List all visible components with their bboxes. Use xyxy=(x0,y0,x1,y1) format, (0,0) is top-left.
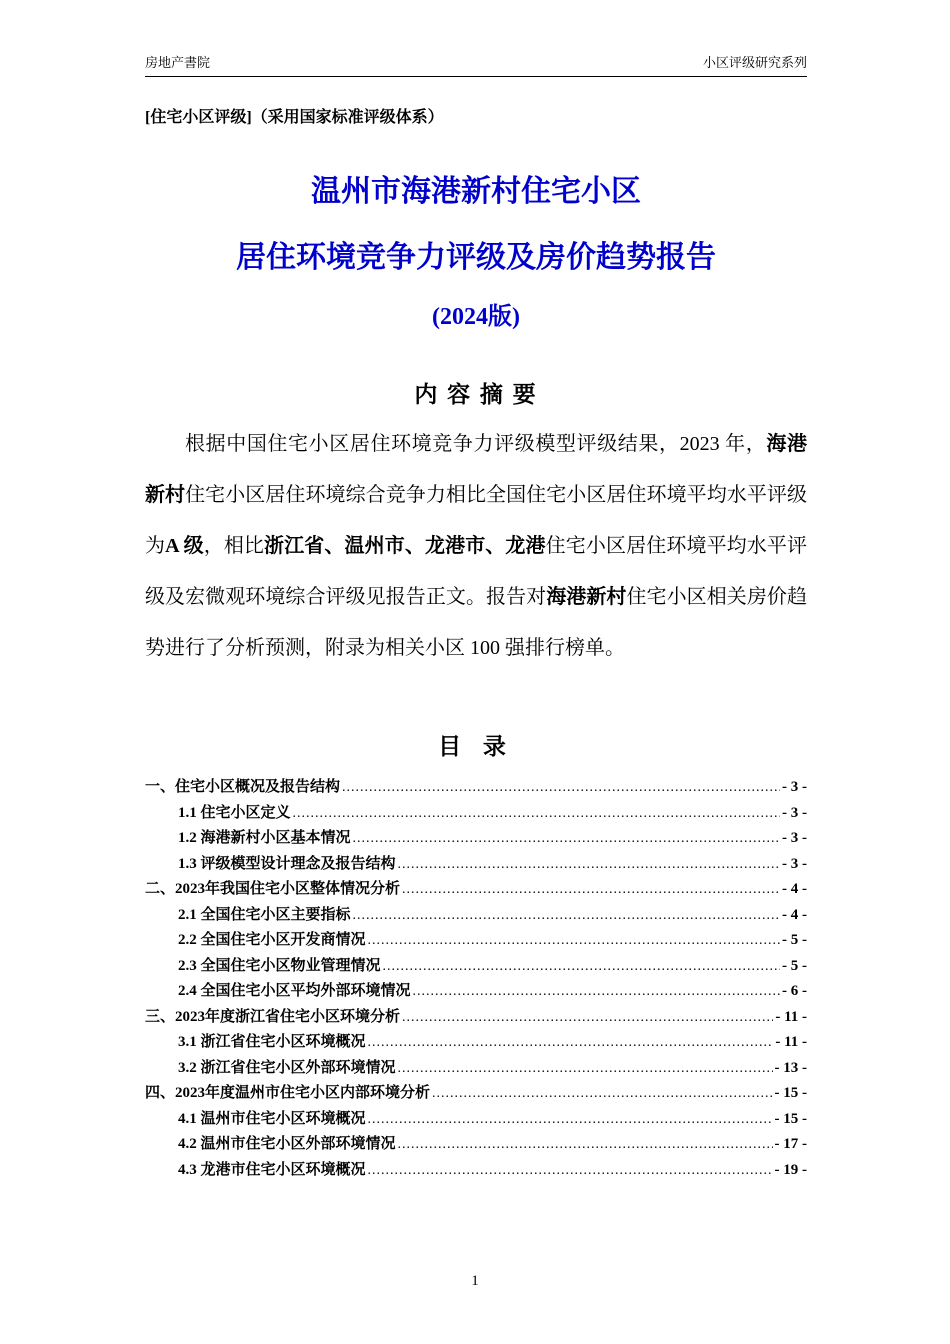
toc-item xyxy=(145,903,807,929)
toc-item-label: 3.2 浙江省住宅小区外部环境情况 xyxy=(178,1059,396,1076)
toc-dot-leader xyxy=(353,903,780,929)
rating-tag-line: [住宅小区评级]（采用国家标准评级体系） xyxy=(145,109,444,126)
toc-item-page: - 11 - xyxy=(775,1034,807,1051)
toc-dot-leader xyxy=(368,1107,773,1133)
toc-item xyxy=(145,1030,807,1056)
toc-item-page: - 15 - xyxy=(774,1085,807,1102)
abstract-segment-bold: 海港新村 xyxy=(546,586,627,609)
toc-dot-leader xyxy=(413,979,780,1005)
toc-item-page: - 4 - xyxy=(782,906,807,923)
toc-item-label: 4.3 龙港市住宅小区环境概况 xyxy=(178,1161,366,1178)
toc-list xyxy=(145,775,807,1183)
toc-item-page: - 6 - xyxy=(782,983,807,1000)
toc-item xyxy=(145,1056,807,1082)
toc-item-page: - 15 - xyxy=(774,1110,807,1127)
toc-item-label: 四、2023年度温州市住宅小区内部环境分析 xyxy=(145,1085,431,1102)
toc-item-page: - 3 - xyxy=(782,855,807,872)
toc-dot-leader xyxy=(383,954,780,980)
toc-item-label: 4.1 温州市住宅小区环境概况 xyxy=(178,1110,366,1127)
toc-item-page: - 3 - xyxy=(782,779,807,796)
abstract-paragraph xyxy=(145,419,807,674)
header-left-label: 房地产書院 xyxy=(145,55,211,70)
toc-item-label: 2.2 全国住宅小区开发商情况 xyxy=(178,932,366,949)
document-header xyxy=(145,52,807,77)
toc-item xyxy=(145,801,807,827)
toc-item-label: 三、2023年度浙江省住宅小区环境分析 xyxy=(145,1008,401,1025)
toc-item-page: - 5 - xyxy=(782,932,807,949)
toc-item xyxy=(145,877,807,903)
toc-dot-leader xyxy=(342,775,780,801)
toc-item-page: - 19 - xyxy=(774,1161,807,1178)
toc-item xyxy=(145,852,807,878)
toc-item-label: 3.1 浙江省住宅小区环境概况 xyxy=(178,1034,366,1051)
toc-item-page: - 13 - xyxy=(774,1059,807,1076)
toc-dot-leader xyxy=(402,1005,773,1031)
toc-dot-leader xyxy=(402,877,780,903)
toc-heading: 目 录 xyxy=(438,734,514,760)
toc-item-page: - 11 - xyxy=(775,1008,807,1025)
header-right-label: 小区评级研究系列 xyxy=(702,55,807,70)
abstract-segment: 住宅小区相关房价趋势进行了分析预测，附录为相关小区 100 强排行榜单。 xyxy=(145,586,807,660)
toc-dot-leader xyxy=(368,928,780,954)
toc-item-label: 2.3 全国住宅小区物业管理情况 xyxy=(178,957,381,974)
abstract-segment-bold: 浙江省、温州市、龙港市、龙港 xyxy=(264,535,546,558)
toc-dot-leader xyxy=(368,1158,773,1184)
toc-item-label: 一、住宅小区概况及报告结构 xyxy=(145,779,341,796)
toc-item xyxy=(145,979,807,1005)
report-edition: (2024版) xyxy=(432,304,520,330)
abstract-segment-bold: A 级 xyxy=(165,535,204,558)
toc-item xyxy=(145,1107,807,1133)
abstract-segment: ，相比 xyxy=(203,535,265,558)
toc-item-page: - 17 - xyxy=(774,1136,807,1153)
abstract-segment: 住宅小区居住环境综合竞争力相比全国住宅小区居住环境平均水平评级为 xyxy=(145,484,807,558)
toc-dot-leader xyxy=(398,1056,773,1082)
toc-item-page: - 4 - xyxy=(782,881,807,898)
toc-dot-leader xyxy=(293,801,780,827)
toc-item xyxy=(145,1158,807,1184)
toc-dot-leader xyxy=(368,1030,774,1056)
toc-dot-leader xyxy=(398,852,780,878)
toc-item xyxy=(145,1081,807,1107)
toc-item-label: 4.2 温州市住宅小区外部环境情况 xyxy=(178,1136,396,1153)
toc-item xyxy=(145,1005,807,1031)
toc-item-page: - 5 - xyxy=(782,957,807,974)
toc-item-label: 2.1 全国住宅小区主要指标 xyxy=(178,906,351,923)
toc-item-label: 二、2023年我国住宅小区整体情况分析 xyxy=(145,881,401,898)
abstract-heading: 内 容 摘 要 xyxy=(414,382,538,408)
abstract-segment-bold: 海港新村 xyxy=(145,433,808,507)
page-number: 1 xyxy=(471,1273,479,1289)
toc-item xyxy=(145,928,807,954)
toc-item xyxy=(145,1132,807,1158)
toc-item-label: 1.3 评级模型设计理念及报告结构 xyxy=(178,855,396,872)
toc-item-label: 2.4 全国住宅小区平均外部环境情况 xyxy=(178,983,411,1000)
report-title-line1: 温州市海港新村住宅小区 xyxy=(311,175,641,208)
abstract-segment: 根据中国住宅小区居住环境竞争力评级模型评级结果，2023 年， xyxy=(185,433,767,456)
report-title-block xyxy=(145,175,807,330)
toc-item-page: - 3 - xyxy=(782,804,807,821)
toc-item-label: 1.2 海港新村小区基本情况 xyxy=(178,830,351,847)
abstract-segment: 住宅小区居住环境平均水平评级及宏微观环境综合评级见报告正文。报告对 xyxy=(145,535,808,609)
toc-item-label: 1.1 住宅小区定义 xyxy=(178,804,291,821)
toc-item xyxy=(145,954,807,980)
toc-dot-leader xyxy=(432,1081,772,1107)
toc-dot-leader xyxy=(398,1132,773,1158)
toc-item-page: - 3 - xyxy=(782,830,807,847)
report-title-line2: 居住环境竞争力评级及房价趋势报告 xyxy=(236,241,716,274)
toc-item xyxy=(145,826,807,852)
toc-item xyxy=(145,775,807,801)
toc-dot-leader xyxy=(353,826,780,852)
